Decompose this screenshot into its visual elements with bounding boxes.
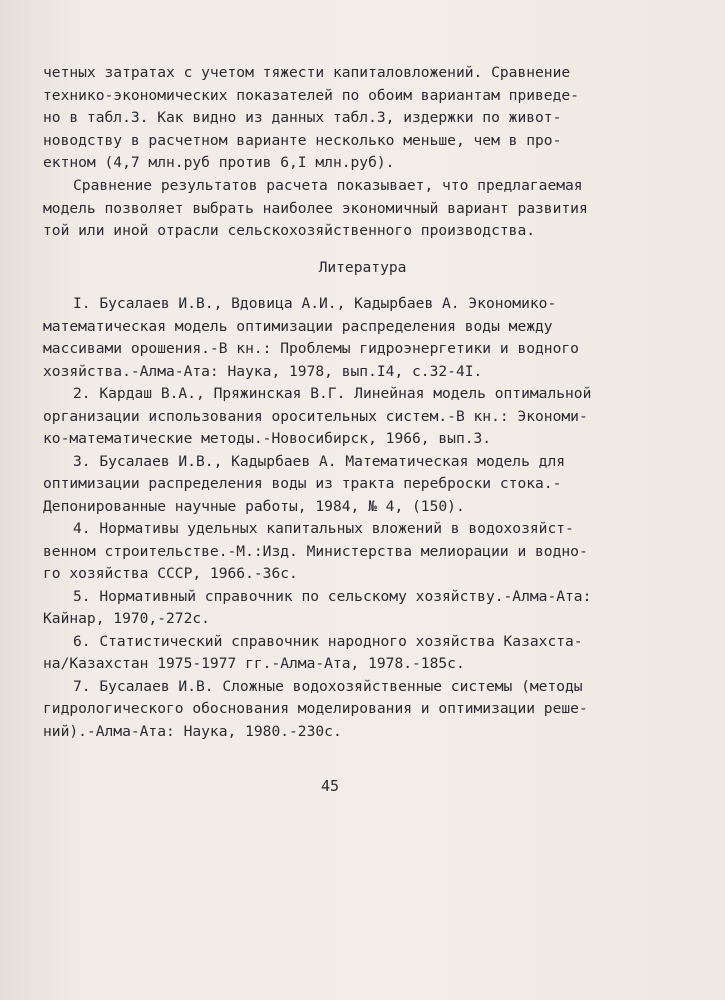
text-line: той или иной отрасли сельскохозяйственного производства.	[43, 222, 536, 239]
page-number: 45	[320, 777, 340, 795]
intro-paragraph	[43, 62, 623, 175]
text-line: Кайнар, 1970,-272с.	[43, 610, 210, 627]
text-line: оптимизации распределения воды из тракта переброски стока.-	[43, 475, 562, 492]
text-line: 5. Нормативный справочник по сельскому хозяйству.-Алма-Ата:	[73, 587, 592, 605]
text-line: гидрологического обоснования моделирования и оптимизации реше-	[43, 700, 588, 717]
reference-item	[43, 518, 623, 586]
text-line: модель позволяет выбрать наиболее экономичный вариант развития	[43, 199, 588, 217]
reference-item	[43, 383, 623, 451]
reference-item	[43, 586, 623, 631]
text-line: венном строительстве.-М.:Изд. Министерства мелиорации и водно-	[43, 542, 588, 560]
text-line: ний).-Алма-Ата: Наука, 1980.-230с.	[43, 722, 342, 740]
text-line: 3. Бусалаев И.В., Кадырбаев А. Математическая модель для	[73, 452, 566, 470]
reference-item	[43, 631, 623, 676]
text-line: технико-экономических показателей по обоим вариантам приведе-	[43, 86, 579, 104]
text-line: 6. Статистический справочник народного хозяйства Казахста-	[73, 632, 583, 650]
conclusion-paragraph	[43, 175, 623, 243]
references-heading: Литература	[318, 259, 407, 276]
text-line: I. Бусалаев И.В., Вдовица А.И., Кадырбаев А. Экономико-	[73, 295, 557, 312]
references-list	[43, 293, 623, 743]
text-line: организации использования оросительных систем.-В кн.: Экономи-	[43, 407, 588, 425]
text-line: 7. Бусалаев И.В. Сложные водохозяйственные системы (методы	[73, 677, 583, 695]
reference-item	[43, 676, 623, 744]
text-line: ектном (4,7 млн.руб против 6,I млн.руб).	[43, 154, 395, 171]
text-line: го хозяйства СССР, 1966.-36с.	[43, 565, 298, 582]
text-line: математическая модель оптимизации распределения воды между	[43, 317, 553, 335]
text-line: новодству в расчетном варианте несколько меньше, чем в про-	[43, 131, 562, 149]
text-line: хозяйства.-Алма-Ата: Наука, 1978, вып.I4, с.32-4I.	[43, 362, 483, 380]
text-line: но в табл.3. Как видно из данных табл.3, издержки по живот-	[43, 109, 562, 126]
text-line: ко-математические методы.-Новосибирск, 1966, вып.3.	[43, 430, 492, 447]
text-line: четных затратах с учетом тяжести капиталовложений. Сравнение	[43, 64, 571, 81]
text-line: 4. Нормативы удельных капитальных вложений в водохозяйст-	[73, 520, 574, 537]
text-line: Сравнение результатов расчета показывает, что предлагаемая	[73, 177, 583, 194]
text-line: 2. Кардаш В.А., Пряжинская В.Г. Линейная модель оптимальной	[73, 385, 592, 402]
reference-item	[43, 293, 623, 383]
text-line: на/Казахстан 1975-1977 гг.-Алма-Ата, 1978.-185с.	[43, 655, 465, 672]
text-line: Депонированные научные работы, 1984, № 4, (150).	[43, 497, 465, 515]
reference-item	[43, 451, 623, 519]
text-line: массивами орошения.-В кн.: Проблемы гидроэнергетики и водного	[43, 340, 579, 357]
